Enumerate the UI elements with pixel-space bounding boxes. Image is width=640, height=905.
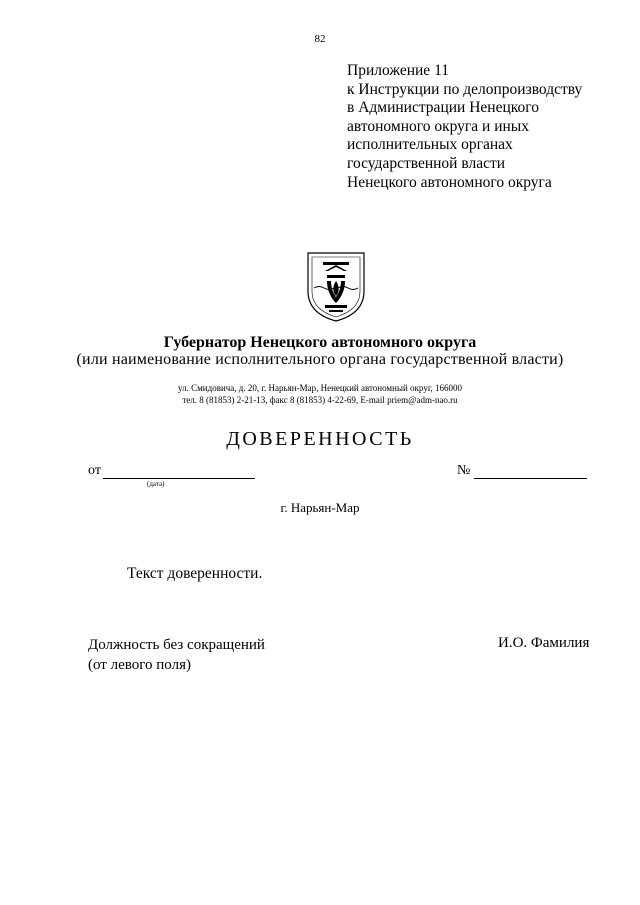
city: г. Нарьян-Мар bbox=[280, 500, 360, 515]
signer-position bbox=[88, 635, 265, 675]
appendix-line: исполнительных органах bbox=[347, 136, 513, 154]
appendix-note bbox=[347, 62, 582, 192]
organization-title: Губернатор Ненецкого автономного округа bbox=[163, 334, 477, 351]
appendix-line: Приложение 11 bbox=[347, 62, 449, 79]
date-blank-line bbox=[103, 464, 255, 479]
appendix-line: в Администрации Ненецкого bbox=[347, 99, 539, 117]
contacts-line: тел. 8 (81853) 2-21-13, факс 8 (81853) 4-22-69, E-mail priem@adm-nao.ru bbox=[182, 395, 458, 405]
page-number: 82 bbox=[314, 33, 326, 45]
position-line: Должность без сокращений bbox=[88, 637, 265, 653]
address-block bbox=[0, 382, 640, 406]
signer-name: И.О. Фамилия bbox=[498, 635, 590, 651]
number-prefix: № bbox=[457, 463, 471, 478]
appendix-line: автономного округа и иных bbox=[347, 117, 529, 135]
date-field bbox=[88, 463, 255, 479]
position-note: (от левого поля) bbox=[88, 657, 191, 673]
nenets-okrug-coat-of-arms-icon bbox=[305, 251, 367, 323]
address-line: ул. Смидовича, д. 20, г. Нарьян-Мар, Ненецкий автономный округ, 166000 bbox=[178, 383, 462, 393]
appendix-line: государственной власти bbox=[347, 154, 506, 172]
number-field bbox=[457, 463, 587, 479]
appendix-line: Ненецкого автономного округа bbox=[347, 173, 552, 191]
document-title: ДОВЕРЕННОСТЬ bbox=[226, 428, 414, 450]
appendix-line: к Инструкции по делопроизводству bbox=[347, 80, 583, 98]
body-text: Текст доверенности. bbox=[127, 565, 263, 582]
organization-subtitle: (или наименование исполнительного органа государственной власти) bbox=[76, 351, 564, 368]
date-prefix: от bbox=[88, 463, 101, 478]
date-hint: (дата) bbox=[147, 480, 165, 488]
number-blank-line bbox=[474, 464, 587, 479]
